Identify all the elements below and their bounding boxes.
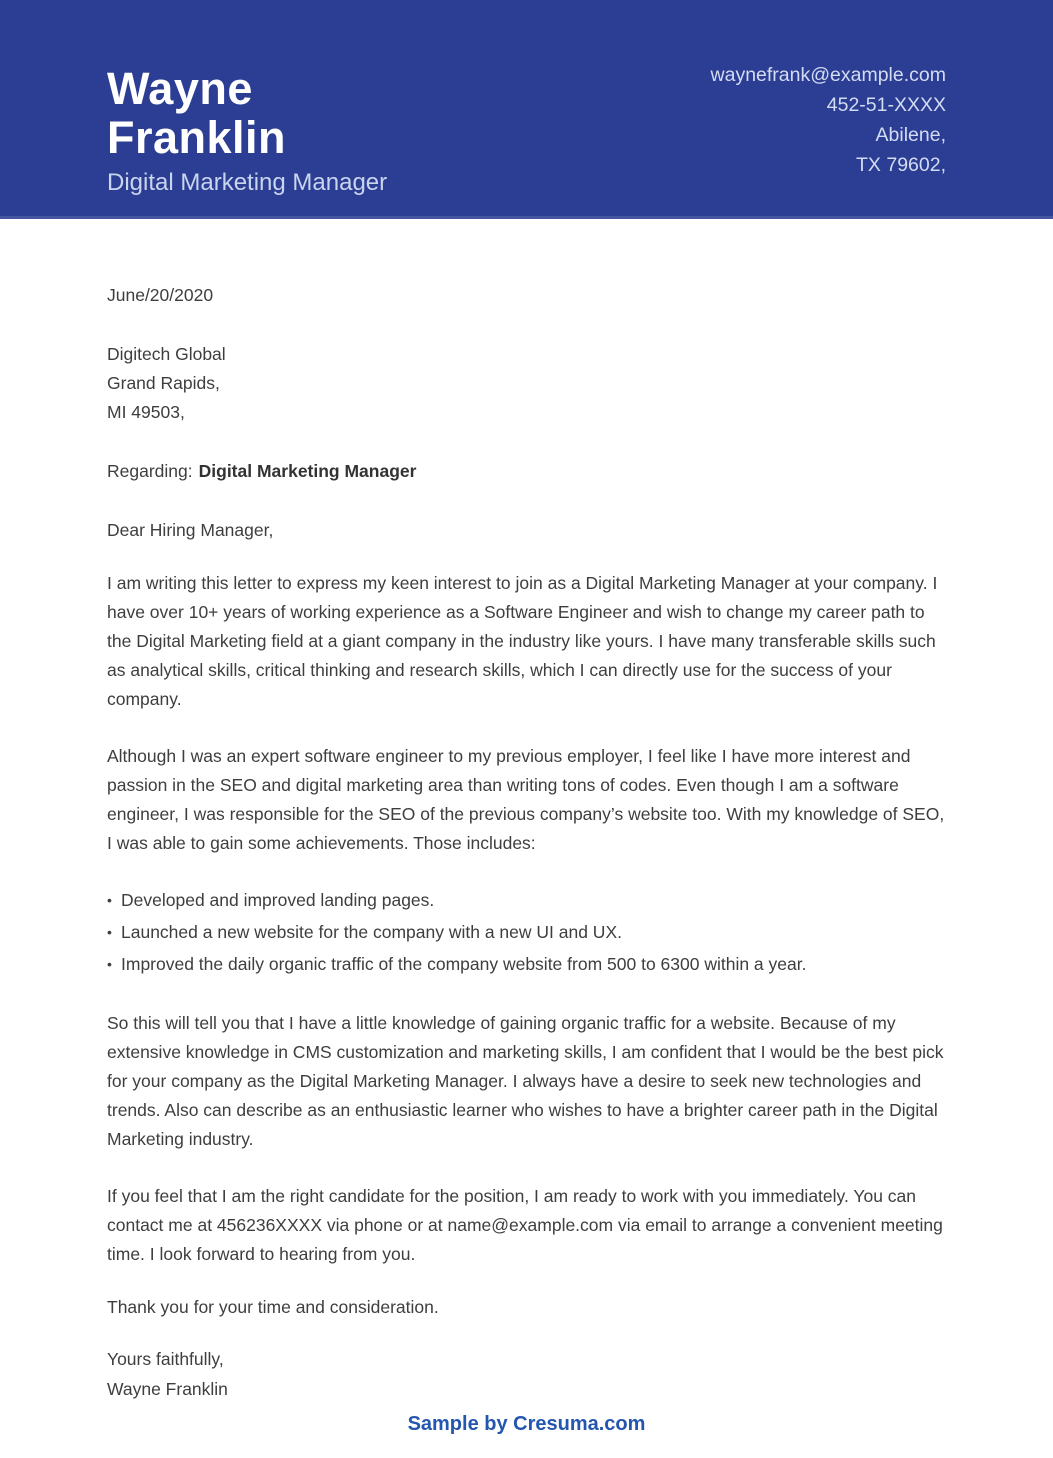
sample-credit-link[interactable]: Sample by Cresuma.com [407,1413,646,1435]
signature-name: Wayne Franklin [107,1379,228,1399]
contact-phone: 452-51-XXXX [826,94,946,116]
contact-state-zip: TX 79602, [856,154,946,176]
page-footer [0,1413,1053,1436]
achievements-list [107,886,946,979]
letter-body [0,219,1053,1404]
paragraph-contact: If you feel that I am the right candidate for the position, I am ready to work with you immediately. You can contact me at 456236XXXX via phone or at name@example.com via email to arrange a convenient meeting time. I look forward to hearing from you. [107,1186,943,1264]
candidate-name-block [107,0,387,197]
achievement-text: Launched a new website for the company with a new UI and UX. [121,922,622,942]
paragraph-experience: Although I was an expert software engineer to my previous employer, I feel like I have more interest and passion in the SEO and digital marketing area than writing tons of codes. Even though I am a software engineer, I was responsible for the SEO of the previous company’s website too. With my knowledge of SEO, I was able to gain some achievements. Those includes: [107,746,945,853]
bullet-icon: • [107,924,112,940]
contact-block [711,0,946,180]
list-item [107,886,946,915]
thanks-line: Thank you for your time and consideration. [107,1297,439,1317]
bullet-icon: • [107,956,112,972]
regarding-label: Regarding: [107,461,193,481]
closing-block [107,1344,946,1404]
candidate-job-title: Digital Marketing Manager [107,169,388,196]
letter-header [0,0,1053,219]
closing-phrase: Yours faithfully, [107,1349,224,1369]
recipient-city: Grand Rapids, [107,373,220,393]
regarding-position: Digital Marketing Manager [198,461,417,481]
recipient-state-zip: MI 49503, [107,402,185,422]
candidate-first-name: Wayne [107,63,253,114]
regarding-line [107,457,946,486]
paragraph-intro: I am writing this letter to express my keen interest to join as a Digital Marketing Manager at your company. I have over 10+ years of working experience as a Software Engineer and wish to change my career path to the Digital Marketing field at a giant company in the industry like yours. I have many transferable skills such as analytical skills, critical thinking and research skills, which I can directly use for the success of your company. [107,573,938,709]
list-item [107,950,946,979]
recipient-address-block [107,340,946,427]
bullet-icon: • [107,892,112,908]
achievement-text: Developed and improved landing pages. [121,890,435,910]
list-item [107,918,946,947]
salutation: Dear Hiring Manager, [107,520,274,540]
contact-email: waynefrank@example.com [710,64,946,86]
contact-city: Abilene, [875,124,946,146]
letter-date: June/20/2020 [107,285,214,305]
candidate-last-name: Franklin [107,112,287,163]
achievement-text: Improved the daily organic traffic of the company website from 500 to 6300 within a year. [121,954,807,974]
paragraph-skills: So this will tell you that I have a little knowledge of gaining organic traffic for a website. Because of my extensive knowledge in CMS customization and marketing skills, I am confident that I would be the best pick for your company as the Digital Marketing Manager. I always have a desire to seek new technologies and trends. Also can describe as an enthusiastic learner who wishes to have a brighter career path in the Digital Marketing industry. [107,1013,944,1149]
recipient-company: Digitech Global [107,344,226,364]
